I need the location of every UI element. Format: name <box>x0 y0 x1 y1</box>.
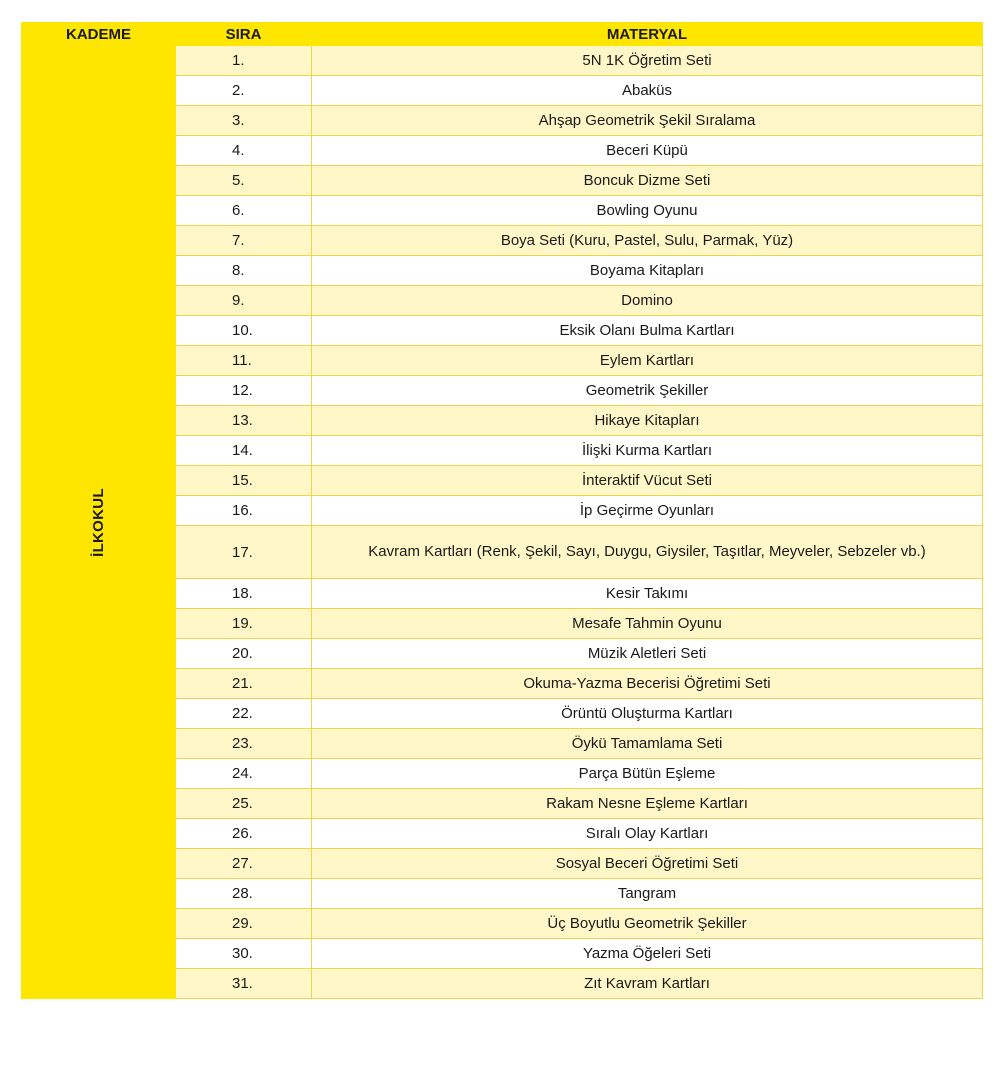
row-material-text: Okuma-Yazma Becerisi Öğretimi Seti <box>523 675 771 692</box>
level-label: İLKOKUL <box>89 487 107 557</box>
row-material <box>312 76 983 106</box>
row-number: 10. <box>176 316 312 346</box>
row-material <box>312 316 983 346</box>
row-material-text: Rakam Nesne Eşleme Kartları <box>546 795 748 812</box>
row-material <box>312 819 983 849</box>
row-number: 12. <box>176 376 312 406</box>
row-material-text: Tangram <box>617 885 677 902</box>
row-material-text: Boya Seti (Kuru, Pastel, Sulu, Parmak, Yüz) <box>500 232 794 249</box>
row-number: 27. <box>176 849 312 879</box>
row-material-text: 5N 1K Öğretim Seti <box>582 52 712 69</box>
row-material-text: Zıt Kavram Kartları <box>584 975 710 992</box>
level-cell <box>22 46 176 999</box>
row-material <box>312 286 983 316</box>
row-material <box>312 466 983 496</box>
row-number: 11. <box>176 346 312 376</box>
row-number: 13. <box>176 406 312 436</box>
header-sira: SIRA <box>176 23 312 46</box>
row-material-text: Beceri Küpü <box>606 142 688 159</box>
row-material <box>312 969 983 999</box>
table-body <box>22 46 983 999</box>
row-material-text: Domino <box>621 292 673 309</box>
header-kademe: KADEME <box>22 23 176 46</box>
row-material-text: Sosyal Beceri Öğretimi Seti <box>555 855 739 872</box>
row-material-text: Ahşap Geometrik Şekil Sıralama <box>538 112 756 129</box>
row-material <box>312 166 983 196</box>
row-number: 15. <box>176 466 312 496</box>
header-materyal: MATERYAL <box>312 23 983 46</box>
row-material <box>312 346 983 376</box>
row-material-text: Kesir Takımı <box>605 585 689 602</box>
row-material-text: Yazma Öğeleri Seti <box>582 945 712 962</box>
row-material <box>312 669 983 699</box>
row-material-text: İp Geçirme Oyunları <box>579 502 715 519</box>
row-number: 30. <box>176 939 312 969</box>
row-number: 2. <box>176 76 312 106</box>
row-material <box>312 406 983 436</box>
row-material <box>312 436 983 466</box>
row-number: 3. <box>176 106 312 136</box>
row-number: 6. <box>176 196 312 226</box>
row-number: 22. <box>176 699 312 729</box>
row-number: 31. <box>176 969 312 999</box>
row-number: 19. <box>176 609 312 639</box>
row-material-text: Üç Boyutlu Geometrik Şekiller <box>547 915 747 932</box>
row-material <box>312 939 983 969</box>
row-number: 16. <box>176 496 312 526</box>
row-number: 21. <box>176 669 312 699</box>
row-material-text: Boyama Kitapları <box>589 262 705 279</box>
row-material <box>312 639 983 669</box>
row-material <box>312 609 983 639</box>
row-number: 18. <box>176 579 312 609</box>
row-material <box>312 879 983 909</box>
row-material <box>312 136 983 166</box>
row-material <box>312 759 983 789</box>
row-material-text: Abaküs <box>621 82 673 99</box>
row-number: 7. <box>176 226 312 256</box>
row-number: 14. <box>176 436 312 466</box>
row-material-text: Eylem Kartları <box>599 352 695 369</box>
row-material-text: İlişki Kurma Kartları <box>581 442 713 459</box>
row-material-text: Örüntü Oluşturma Kartları <box>561 705 733 722</box>
row-number: 23. <box>176 729 312 759</box>
row-material <box>312 909 983 939</box>
row-material <box>312 579 983 609</box>
row-material-text: Geometrik Şekiller <box>585 382 709 399</box>
row-number: 5. <box>176 166 312 196</box>
row-material <box>312 226 983 256</box>
row-material-text: İnteraktif Vücut Seti <box>581 472 713 489</box>
row-number: 29. <box>176 909 312 939</box>
row-number: 28. <box>176 879 312 909</box>
row-number: 9. <box>176 286 312 316</box>
materials-table <box>21 22 983 999</box>
row-number: 25. <box>176 789 312 819</box>
row-material <box>312 106 983 136</box>
row-number: 17. <box>176 526 312 579</box>
row-number: 4. <box>176 136 312 166</box>
materials-table-wrapper <box>21 22 982 999</box>
row-material <box>312 496 983 526</box>
row-material <box>312 526 983 579</box>
row-material-text: Kavram Kartları (Renk, Şekil, Sayı, Duygu, Giysiler, Taşıtlar, Meyveler, Sebzeler vb.) <box>368 543 926 560</box>
row-material-text: Eksik Olanı Bulma Kartları <box>559 322 735 339</box>
table-row <box>22 46 983 76</box>
row-material <box>312 699 983 729</box>
row-number: 24. <box>176 759 312 789</box>
row-material-text: Mesafe Tahmin Oyunu <box>572 615 722 632</box>
row-number: 1. <box>176 46 312 76</box>
row-material-text: Boncuk Dizme Seti <box>583 172 711 189</box>
row-number: 8. <box>176 256 312 286</box>
row-material-text: Parça Bütün Eşleme <box>578 765 716 782</box>
row-material-text: Sıralı Olay Kartları <box>585 825 709 842</box>
row-number: 26. <box>176 819 312 849</box>
row-material-text: Hikaye Kitapları <box>594 412 700 429</box>
row-material-text: Bowling Oyunu <box>596 202 698 219</box>
row-material <box>312 789 983 819</box>
row-number: 20. <box>176 639 312 669</box>
row-material <box>312 46 983 76</box>
header-row <box>22 23 983 46</box>
row-material <box>312 849 983 879</box>
row-material-text: Müzik Aletleri Seti <box>587 645 707 662</box>
row-material-text: Öykü Tamamlama Seti <box>571 735 723 752</box>
row-material <box>312 256 983 286</box>
row-material <box>312 376 983 406</box>
row-material <box>312 729 983 759</box>
row-material <box>312 196 983 226</box>
